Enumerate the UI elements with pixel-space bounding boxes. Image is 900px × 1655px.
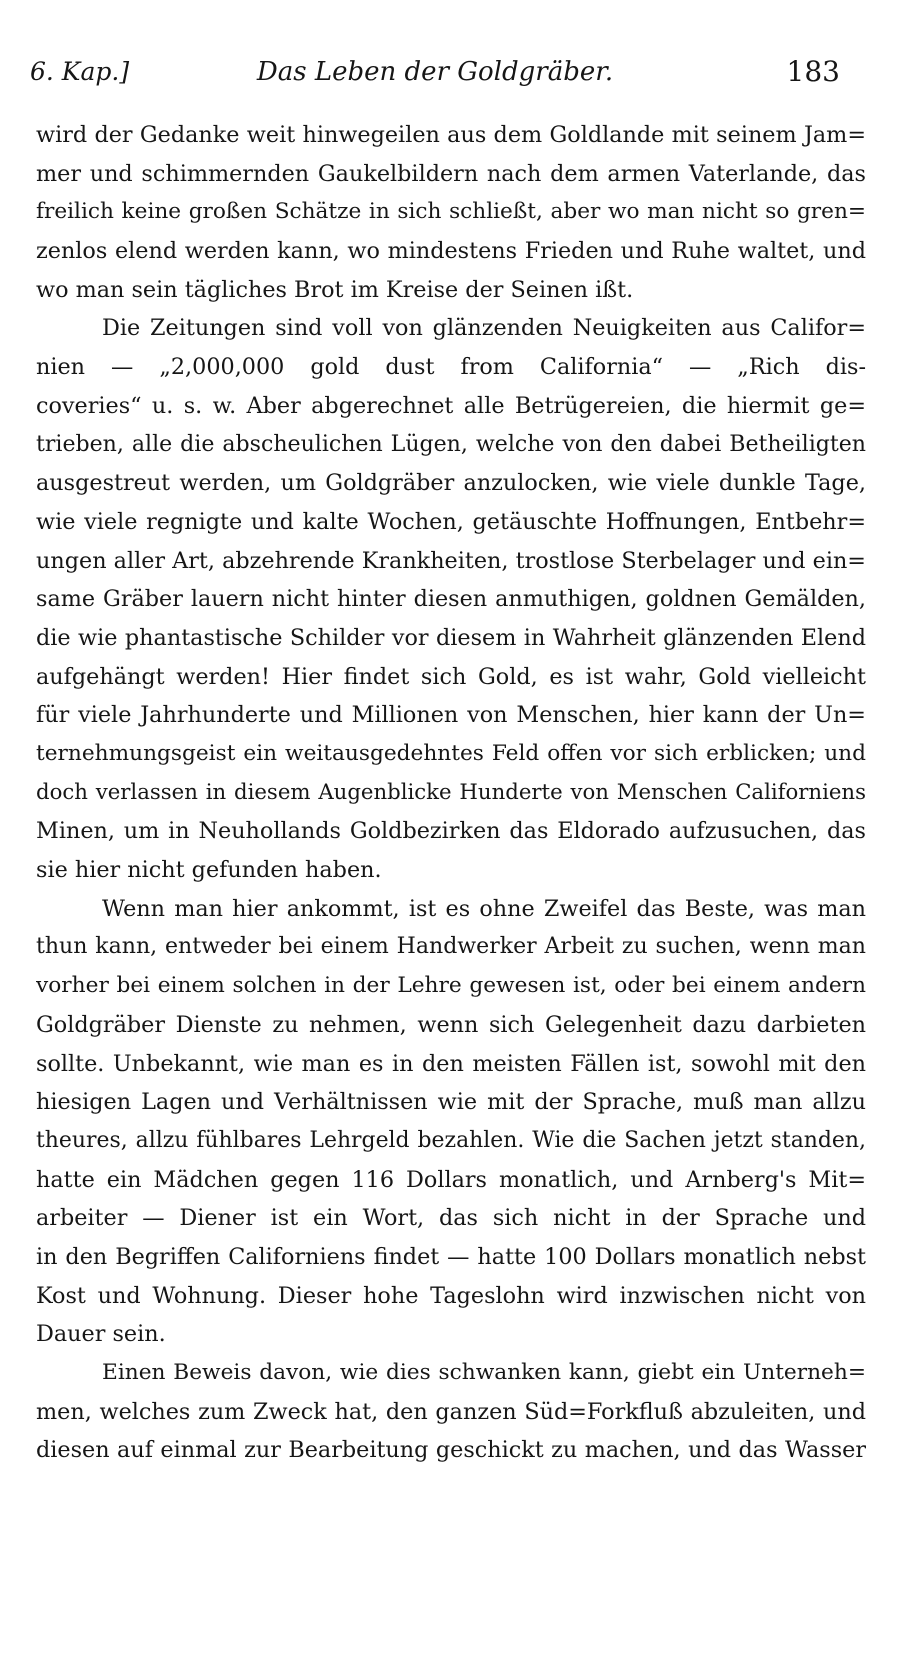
text-line: trieben, alle die abscheulichen Lügen, welche von den dabei Betheiligten: [36, 431, 866, 457]
text-line: diesen auf einmal zur Bearbeitung geschickt zu machen, und das Wasser: [36, 1437, 866, 1464]
page-number: 183: [786, 55, 840, 88]
text-line: für viele Jahrhunderte und Millionen von Menschen, hier kann der Un=: [36, 702, 866, 729]
text-line: Einen Beweis davon, wie dies schwanken kann, giebt ein Unterneh=: [102, 1360, 866, 1385]
text-line: Goldgräber Dienste zu nehmen, wenn sich Gelegenheit dazu darbieten: [36, 1011, 866, 1038]
text-line: hiesigen Lagen und Verhältnissen wie mit der Sprache, muß man allzu: [36, 1089, 866, 1116]
chapter-label: 6. Kap.]: [30, 57, 130, 86]
text-line: nien — „2,000,000 gold dust from California“ — „Rich dis-: [36, 354, 866, 381]
text-line: doch verlassen in diesem Augenblicke Hunderte von Menschen Californiens: [36, 779, 866, 805]
text-line: coveries“ u. s. w. Aber abgerechnet alle Betrügereien, die hiermit ge=: [36, 392, 866, 419]
text-line: Wenn man hier ankommt, ist es ohne Zweifel das Beste, was man: [102, 895, 866, 922]
text-line: wie viele regnigte und kalte Wochen, getäuschte Hoffnungen, Entbehr=: [36, 508, 866, 535]
text-line: Die Zeitungen sind voll von glänzenden Neuigkeiten aus Califor=: [102, 315, 866, 342]
text-line: vorher bei einem solchen in der Lehre gewesen ist, oder bei einem andern: [36, 973, 866, 999]
text-line: ungen aller Art, abzehrende Krankheiten, trostlose Sterbelager und ein=: [36, 547, 866, 574]
text-line: wo man sein tägliches Brot im Kreise der Seinen ißt.: [36, 276, 634, 303]
text-line: die wie phantastische Schilder vor diesem in Wahrheit glänzenden Elend: [36, 624, 866, 651]
body-text: [36, 116, 866, 1470]
text-line: men, welches zum Zweck hat, den ganzen Süd=Forkfluß abzuleiten, und: [36, 1398, 866, 1425]
text-line: mer und schimmernden Gaukelbildern nach dem armen Vaterlande, das: [36, 160, 866, 187]
text-line: ausgestreut werden, um Goldgräber anzulocken, wie viele dunkle Tage,: [36, 470, 866, 497]
text-line: arbeiter — Diener ist ein Wort, das sich nicht in der Sprache und: [36, 1205, 866, 1232]
text-line: in den Begriffen Californiens findet — hatte 100 Dollars monatlich nebst: [36, 1243, 866, 1270]
text-line: sie hier nicht gefunden haben.: [36, 857, 382, 884]
running-header: [30, 54, 840, 90]
text-line: hatte ein Mädchen gegen 116 Dollars monatlich, und Arnberg's Mit=: [36, 1166, 866, 1193]
text-line: ternehmungsgeist ein weitausgedehntes Feld offen vor sich erblicken; und: [36, 741, 866, 766]
text-line: aufgehängt werden! Hier findet sich Gold, es ist wahr, Gold vielleicht: [36, 663, 866, 690]
text-line: wird der Gedanke weit hinwegeilen aus dem Goldlande mit seinem Jam=: [36, 122, 866, 148]
text-line: freilich keine großen Schätze in sich schließt, aber wo man nicht so gren=: [36, 199, 866, 225]
text-line: Minen, um in Neuhollands Goldbezirken das Eldorado aufzusuchen, das: [36, 818, 866, 845]
text-line: theures, allzu fühlbares Lehrgeld bezahlen. Wie die Sachen jetzt standen,: [36, 1127, 866, 1153]
running-title: Das Leben der Goldgräber.: [256, 57, 614, 87]
text-line: Dauer sein.: [36, 1321, 166, 1348]
text-line: zenlos elend werden kann, wo mindestens Frieden und Ruhe waltet, und: [36, 238, 866, 265]
text-line: thun kann, entweder bei einem Handwerker Arbeit zu suchen, wenn man: [36, 934, 866, 960]
text-line: sollte. Unbekannt, wie man es in den meisten Fällen ist, sowohl mit den: [36, 1050, 866, 1077]
text-line: same Gräber lauern nicht hinter diesen anmuthigen, goldnen Gemälden,: [36, 586, 866, 613]
text-line: Kost und Wohnung. Dieser hohe Tageslohn wird inzwischen nicht von: [36, 1282, 866, 1309]
